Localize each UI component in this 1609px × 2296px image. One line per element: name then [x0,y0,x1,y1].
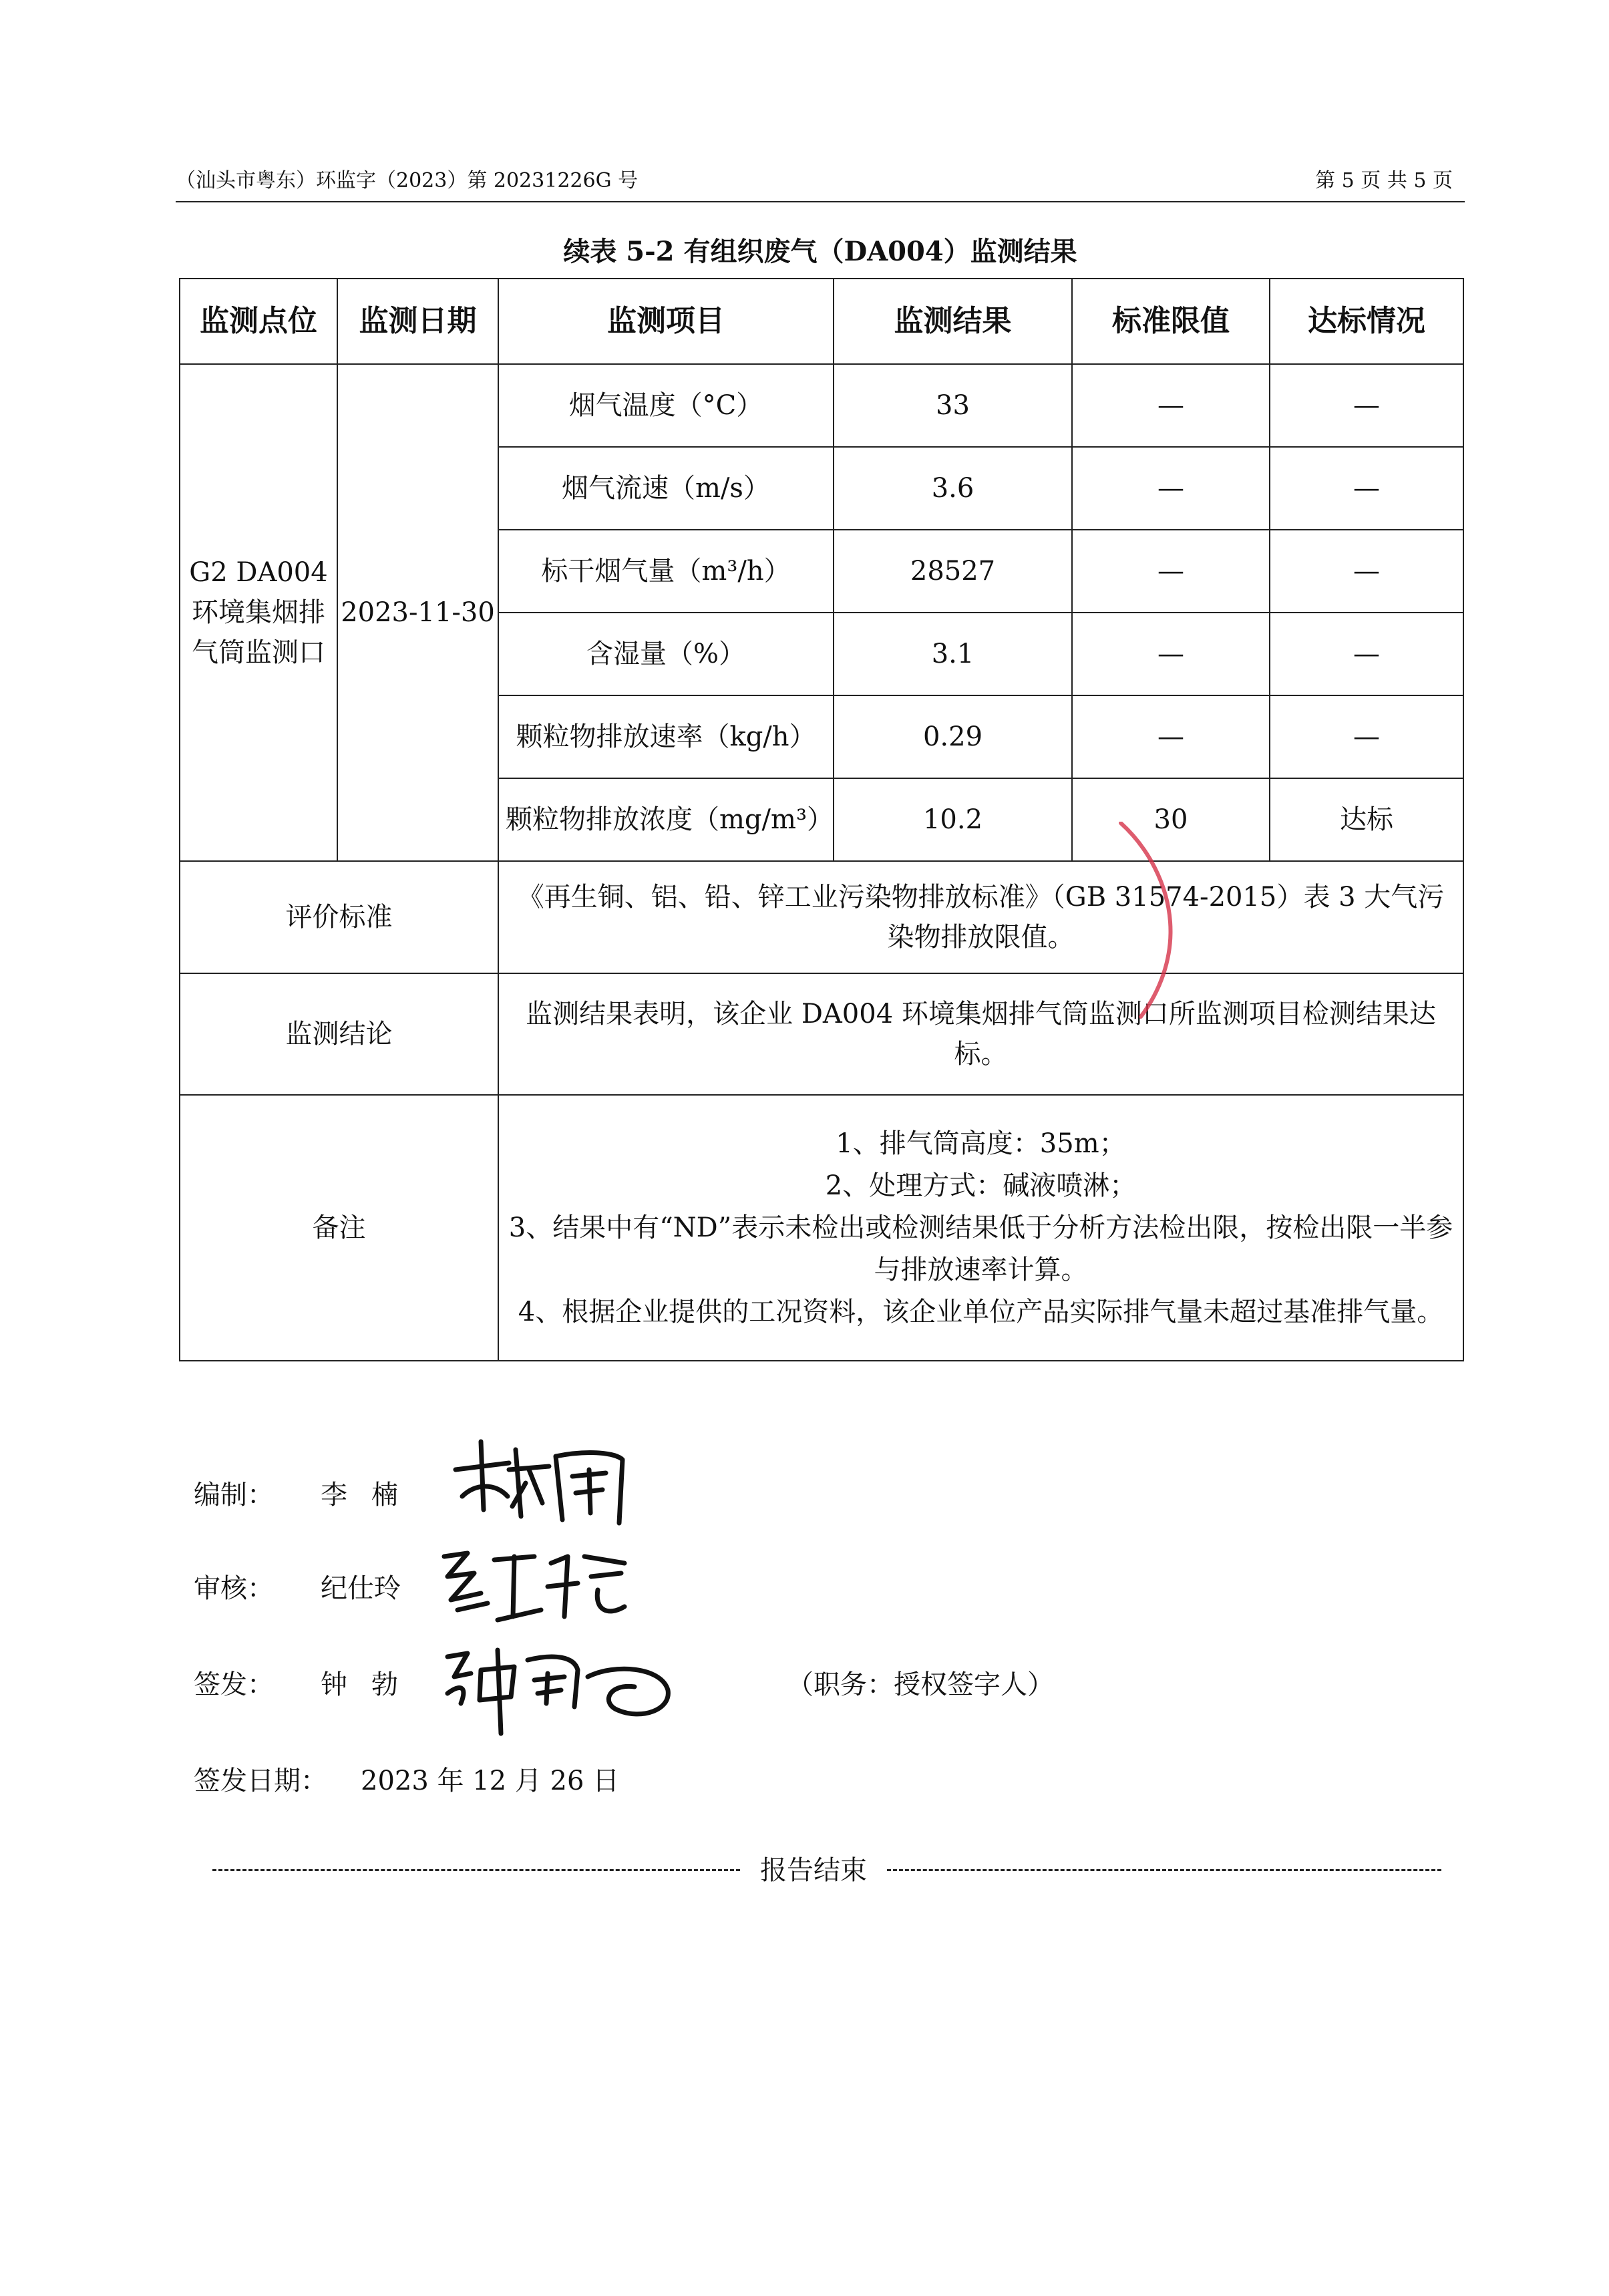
item-cell: 含湿量（%） [498,613,834,695]
col-header-status: 达标情况 [1270,279,1463,364]
status-cell: — [1270,364,1463,447]
col-header-limit: 标准限值 [1072,279,1270,364]
col-header-date: 监测日期 [337,279,498,364]
handwritten-signature [449,1430,636,1530]
limit-cell: — [1072,530,1270,613]
note-item: 4、根据企业提供的工况资料，该企业单位产品实际排气量未超过基准排气量。 [518,1296,1444,1327]
issue-date-label: 签发日期： [194,1766,327,1796]
reviewed-name: 纪仕玲 [321,1573,401,1604]
limit-cell: — [1072,613,1270,695]
item-cell: 颗粒物排放速率（kg/h） [498,695,834,778]
limit-cell: 30 [1072,778,1270,861]
issued-role: （职务：授权签字人） [787,1669,1054,1700]
result-cell: 0.29 [834,695,1072,778]
limit-cell: — [1072,447,1270,530]
issue-date-row [194,1761,619,1801]
stamp-mark [1115,822,1202,1022]
issued-label: 签发： [194,1669,274,1700]
page-info: 第 5 页 共 5 页 [1315,169,1453,192]
result-cell: 10.2 [834,778,1072,861]
notes-cell [498,1095,1463,1361]
date-cell: 2023-11-30 [337,364,498,861]
prepared-name: 李楠 [321,1480,422,1510]
note-item: 1、排气筒高度：35m； [836,1128,1126,1159]
col-header-result: 监测结果 [834,279,1072,364]
item-cell: 标干烟气量（m³/h） [498,530,834,613]
item-cell: 烟气流速（m/s） [498,447,834,530]
result-cell: 3.6 [834,447,1072,530]
conclusion-text: 监测结果表明，该企业 DA004 环境集烟排气筒监测口所监测项目检测结果达标。 [498,973,1463,1095]
status-cell: — [1270,447,1463,530]
status-cell: — [1270,530,1463,613]
col-header-item: 监测项目 [498,279,834,364]
handwritten-signature [441,1643,681,1744]
conclusion-label: 监测结论 [180,973,498,1095]
result-cell: 28527 [834,530,1072,613]
status-cell: — [1270,613,1463,695]
status-cell: — [1270,695,1463,778]
item-cell: 颗粒物排放浓度（mg/m³） [498,778,834,861]
issue-date: 2023 年 12 月 26 日 [361,1766,620,1796]
notes-row [180,1095,1463,1361]
result-cell: 3.1 [834,613,1072,695]
monitoring-results-table [179,278,1464,1361]
reviewed-by-row [194,1569,401,1609]
note-item: 3、结果中有“ND”表示未检出或检测结果低于分析方法检出限，按检出限一半参与排放速率计算。 [508,1212,1453,1285]
notes-label: 备注 [180,1095,498,1361]
prepared-by-row [194,1475,422,1515]
table-row [180,364,1463,447]
limit-cell: — [1072,364,1270,447]
reviewed-label: 审核： [194,1573,274,1604]
status-cell: 达标 [1270,778,1463,861]
col-header-location: 监测点位 [180,279,337,364]
conclusion-row [180,973,1463,1095]
report-end-text: 报告结束 [760,1855,867,1886]
standard-label: 评价标准 [180,861,498,973]
standard-text: 《再生铜、铝、铅、锌工业污染物排放标准》（GB 31574-2015）表 3 大气污染物排放限值。 [498,861,1463,973]
result-cell: 33 [834,364,1072,447]
page-header [176,143,1465,202]
report-number: （汕头市粤东）环监字（2023）第 20231226G 号 [176,169,639,192]
handwritten-signature [434,1536,635,1630]
report-end-line [212,1850,1441,1891]
end-divider-right [887,1869,1441,1871]
table-title: 续表 5-2 有组织废气（DA004）监测结果 [563,236,1077,267]
location-cell: G2 DA004 环境集烟排气筒监测口 [180,364,337,861]
item-cell: 烟气温度（°C） [498,364,834,447]
prepared-label: 编制： [194,1480,274,1510]
note-item: 2、处理方式：碱液喷淋； [825,1170,1137,1201]
issued-name: 钟勃 [321,1669,422,1700]
standard-row [180,861,1463,973]
limit-cell: — [1072,695,1270,778]
table-header-row [180,279,1463,364]
end-divider-left [212,1869,740,1871]
